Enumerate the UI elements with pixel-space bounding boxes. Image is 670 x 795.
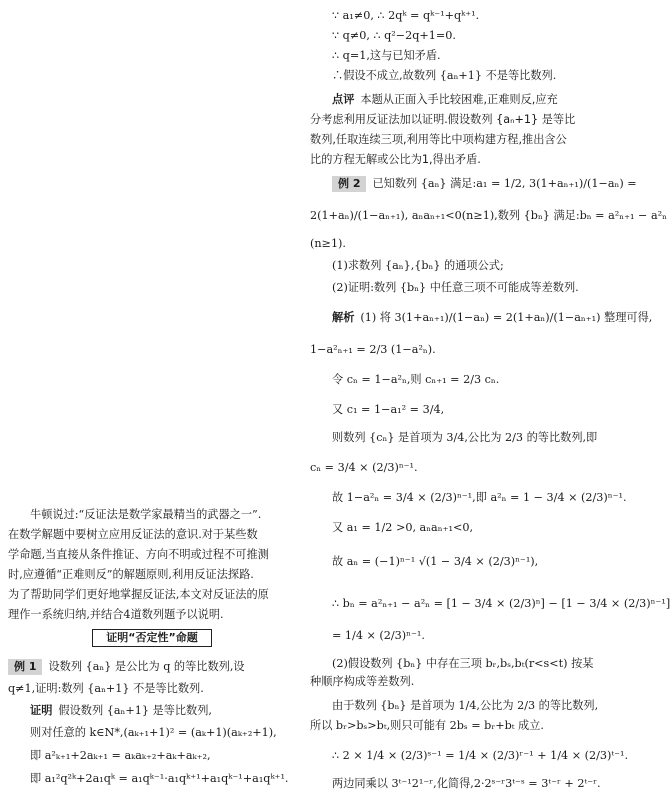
solution-line: ∴ 2 × 1/4 × (2/3)ˢ⁻¹ = 1/4 × (2/3)ʳ⁻¹ + 1/4 × (2/3)ᵗ⁻¹. bbox=[332, 749, 629, 762]
solution-line: 令 cₙ = 1−a²ₙ,则 cₙ₊₁ = 2/3 cₙ. bbox=[332, 373, 500, 386]
proof-line bbox=[8, 703, 212, 719]
intro-line: 学命题,当直接从条件推证、方向不明或过程不可推测 bbox=[8, 548, 269, 561]
example-1-line-2: q≠1,证明:数列 {aₙ+1} 不是等比数列. bbox=[8, 682, 204, 695]
example-2-line: (2)证明:数列 {bₙ} 中任意三项不可能成等差数列. bbox=[332, 281, 579, 294]
right-column bbox=[310, 0, 670, 795]
example-2-text: 已知数列 {aₙ} 满足:a₁ = 1/2, 3(1+aₙ₊₁)/(1−aₙ) = bbox=[372, 177, 637, 190]
left-column bbox=[8, 0, 295, 795]
comment-label: 点评 bbox=[332, 93, 355, 106]
intro-line: 在数学解题中要树立应用反证法的意识.对于某些数 bbox=[8, 528, 258, 541]
comment-line: 分考虑利用反证法加以证明.假设数列 {aₙ+1} 是等比 bbox=[310, 113, 576, 126]
intro-line: 为了帮助同学们更好地掌握反证法,本文对反证法的原 bbox=[8, 588, 269, 601]
derivation-line: ∵ q≠0, ∴ q²−2q+1=0. bbox=[332, 29, 456, 42]
comment-line bbox=[310, 92, 558, 108]
example-2-line: (1)求数列 {aₙ},{bₙ} 的通项公式; bbox=[332, 259, 504, 272]
example-2-tag: 例 2 bbox=[332, 176, 366, 192]
example-2-line bbox=[310, 176, 637, 192]
solution-line bbox=[310, 310, 652, 326]
comment-text: 本题从正面入手比较困难,正难则反,应充 bbox=[360, 93, 558, 106]
derivation-line: ∴ q=1,这与已知矛盾. bbox=[332, 49, 441, 62]
example-1-tag: 例 1 bbox=[8, 659, 42, 675]
solution-line: 又 c₁ = 1−a₁² = 3/4, bbox=[332, 403, 445, 416]
solution-line: 种顺序构成等差数列. bbox=[310, 675, 415, 688]
comment-line: 比的方程无解或公比为1,得出矛盾. bbox=[310, 153, 481, 166]
intro-line: 时,应遵循“正难则反”的解题原则,利用反证法探路. bbox=[8, 568, 254, 581]
proof-line: 即 a²ₖ₊₁+2aₖ₊₁ = aₖaₖ₊₂+aₖ+aₖ₊₂, bbox=[30, 749, 211, 762]
example-2-line: (n≥1). bbox=[310, 237, 346, 250]
solution-line: 由于数列 {bₙ} 是首项为 1/4,公比为 2/3 的等比数列, bbox=[332, 699, 599, 712]
solution-line: 又 a₁ = 1/2 >0, aₙaₙ₊₁<0, bbox=[332, 521, 474, 534]
example-1-line bbox=[8, 659, 245, 675]
proof-label: 证明 bbox=[30, 704, 53, 717]
solution-line: 两边同乘以 3ᵗ⁻¹2¹⁻ʳ,化简得,2·2ˢ⁻ʳ3ᵗ⁻ˢ = 3ᵗ⁻ʳ + 2ᵗ⁻ʳ. bbox=[332, 777, 601, 790]
solution-line: ∴ bₙ = a²ₙ₊₁ − a²ₙ = [1 − 3/4 × (2/3)ⁿ] − [1 − 3/4 × (2/3)ⁿ⁻¹] bbox=[332, 597, 670, 610]
example-1-text: 设数列 {aₙ} 是公比为 q 的等比数列,设 bbox=[48, 660, 245, 673]
example-2-line: 2(1+aₙ)/(1−aₙ₊₁), aₙaₙ₊₁<0(n≥1),数列 {bₙ} 满足:bₙ = a²ₙ₊₁ − a²ₙ bbox=[310, 209, 667, 222]
solution-text: (1) 将 3(1+aₙ₊₁)/(1−aₙ) = 2(1+aₙ)/(1−aₙ₊₁) 整理可得, bbox=[360, 311, 653, 324]
proof-line: 即 a₁²q²ᵏ+2a₁qᵏ = a₁qᵏ⁻¹·a₁qᵏ⁺¹+a₁qᵏ⁻¹+a₁qᵏ⁺¹. bbox=[30, 772, 289, 785]
solution-line: cₙ = 3/4 × (2/3)ⁿ⁻¹. bbox=[310, 461, 418, 474]
solution-label: 解析 bbox=[332, 311, 355, 324]
intro-line: 牛顿说过:“反证法是数学家最精当的武器之一”. bbox=[30, 508, 262, 521]
solution-line: 故 1−a²ₙ = 3/4 × (2/3)ⁿ⁻¹,即 a²ₙ = 1 − 3/4 × (2/3)ⁿ⁻¹. bbox=[332, 491, 627, 504]
proof-line: 则对任意的 k∈N*,(aₖ₊₁+1)² = (aₖ+1)(aₖ₊₂+1), bbox=[30, 726, 277, 739]
derivation-line: ∴假设不成立,故数列 {aₙ+1} 不是等比数列. bbox=[332, 69, 557, 82]
solution-line: 故 aₙ = (−1)ⁿ⁻¹ √(1 − 3/4 × (2/3)ⁿ⁻¹), bbox=[332, 555, 539, 568]
derivation-line: ∵ a₁≠0, ∴ 2qᵏ = qᵏ⁻¹+qᵏ⁺¹. bbox=[332, 9, 480, 22]
solution-line: 所以 bᵣ>bₛ>bₜ,则只可能有 2bₛ = bᵣ+bₜ 成立. bbox=[310, 719, 544, 732]
solution-line: 1−a²ₙ₊₁ = 2/3 (1−a²ₙ). bbox=[310, 343, 436, 356]
intro-line: 理作一系统归纳,并结合4道数列题予以说明. bbox=[8, 608, 224, 621]
solution-line: = 1/4 × (2/3)ⁿ⁻¹. bbox=[332, 629, 425, 642]
comment-line: 数列,任取连续三项,利用等比中项构建方程,推出含公 bbox=[310, 133, 567, 146]
section-heading: 证明“否定性”命题 bbox=[92, 629, 212, 647]
solution-line: (2)假设数列 {bₙ} 中存在三项 bᵣ,bₛ,bₜ(r<s<t) 按某 bbox=[332, 657, 594, 670]
solution-line: 则数列 {cₙ} 是首项为 3/4,公比为 2/3 的等比数列,即 bbox=[332, 431, 598, 444]
proof-text: 假设数列 {aₙ+1} 是等比数列, bbox=[58, 704, 212, 717]
